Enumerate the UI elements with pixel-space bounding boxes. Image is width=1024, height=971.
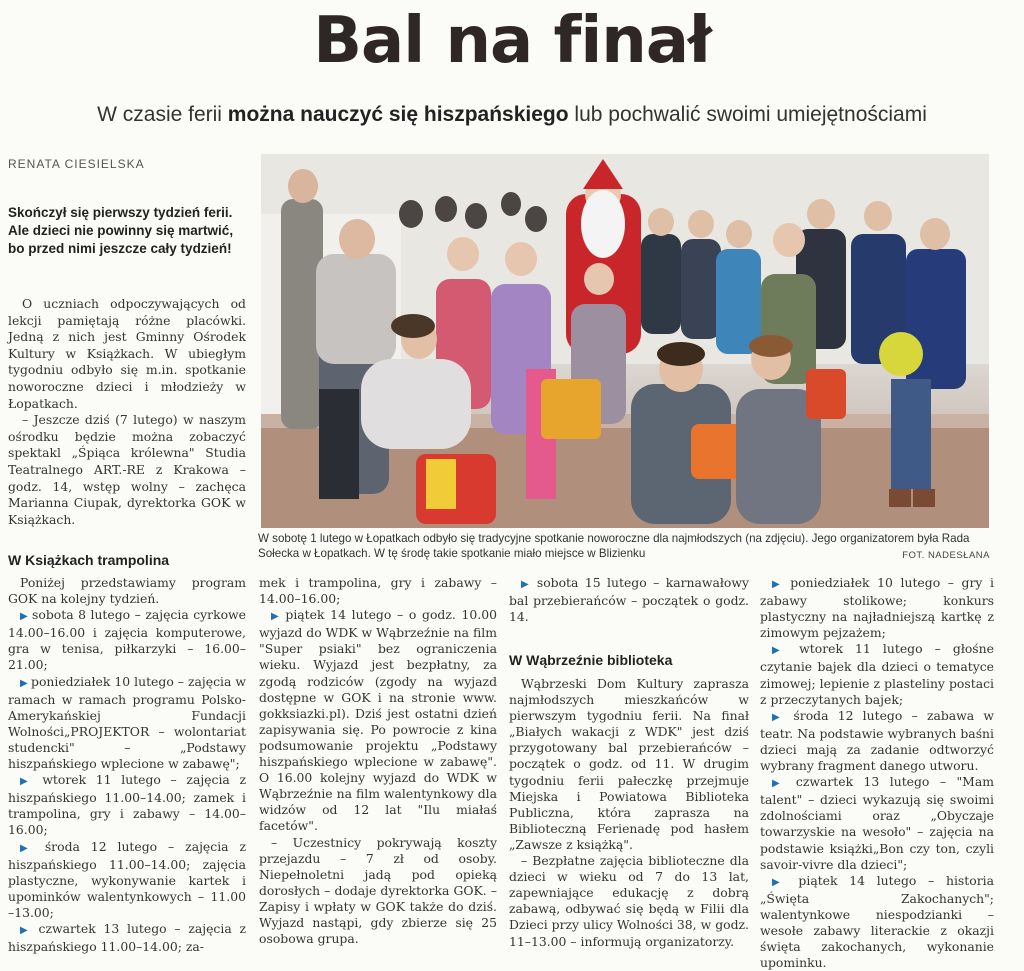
photo-caption	[258, 531, 990, 563]
arrow-icon: ▶	[20, 677, 32, 689]
subhead-post: lub pochwalić swoimi umiejętnościami	[568, 103, 927, 126]
subheadline	[0, 100, 1024, 130]
intro-paragraph: – Jeszcze dziś (7 lutego) w naszym ośrodku będzie można zobaczyć spektakl „Śpiąca królewna" Studia Teatralnego ART.-RE z Krakowa – godz. 14, wstęp wolny – zachęca Marianna Ciupak, dyrektorka GOK w Książkach.	[8, 412, 246, 527]
paragraph: Poniżej przedstawiamy program GOK na kolejny tydzień.	[8, 575, 246, 607]
list-item: ▶ wtorek 11 lutego – głośne czytanie bajek dla dzieci o tematyce zimowej; lepienie z plasteliny postaci z przeczytanych bajek;	[760, 641, 994, 707]
arrow-icon: ▶	[772, 778, 796, 790]
paragraph: mek i trampolina, gry i zabawy – 14.00–16.00;	[259, 575, 497, 607]
paragraph: – Bezpłatne zajęcia biblioteczne dla dzieci w wieku od 7 do 13 lat, zapewniające edukację z dobrą zabawą, odbywać się będą w Filii dla Dzieci przy ulicy Wolności 38, w godz. 11–13.00 – informują organizatorzy.	[509, 853, 749, 949]
intro-text	[8, 296, 246, 528]
list-item: ▶ środa 12 lutego – zabawa w teatr. Na podstawie wybranych baśni dzieci mają za zadanie odtworzyć wybrany fragment danego utworu.	[760, 707, 994, 774]
list-item: ▶ środa 12 lutego – zajęcia z hiszpańskiego 11.00–14.00; zajęcia plastyczne, wykonywanie kartek i upominków walentynkowych – 11.00 –13.00;	[8, 838, 246, 920]
subhead-bold: można nauczyć się hiszpańskiego	[227, 103, 569, 126]
headline: Bal na finał	[313, 4, 711, 78]
list-item: ▶ sobota 8 lutego – zajęcia cyrkowe 14.00–16.00 i zajęcia komputerowe, gra w tenisa, piłkarzyki – 16.00–21.00;	[8, 607, 246, 673]
arrow-icon: ▶	[20, 611, 33, 623]
photo-illustration	[261, 154, 989, 528]
lead-paragraph: Skończył się pierwszy tydzień ferii. Ale dzieci nie powinny się martwić, bo przed nimi jeszcze cały tydzień!	[8, 205, 234, 256]
column-4	[760, 575, 994, 971]
subhead-pre: W czasie ferii	[97, 103, 228, 126]
arrow-icon: ▶	[521, 579, 537, 590]
arrow-icon: ▶	[271, 611, 286, 623]
list-item: ▶ piątek 14 lutego – o godz. 10.00 wyjazd do WDK w Wąbrzeźnie na film "Super psiaki" bez ograniczenia wieku. Wyjazd jest bezpłatny, za zgodą rodziców (zgody na wyjazd dostępne w GOK i na stronie www. gokksiazki.pl). Dziś jest ostatni dzień zapisywania się. Po powrocie z kina podsumowanie projektu „Podstawy hiszpańskiego wplecione w zabawę". O 16.00 kolejny wyjazd do WDK w Wąbrzeźnie na film walentynkowy dla widzów od 12 lat "Ilu miałaś facetów".	[259, 607, 497, 834]
intro-paragraph: O uczniach odpoczywających od lekcji pamiętają różne placówki. Jedną z nich jest Gminny Ośrodek Kultury w Książkach. W ubiegłym tygodniu odbyło się m.in. spotkanie noworoczne dzieci i młodzieży w Łopatkach.	[8, 296, 246, 411]
list-item: ▶ wtorek 11 lutego – zajęcia z hiszpańskiego 11.00–14.00; zamek i trampolina, gry i zabawy – 14.00–16.00;	[8, 772, 246, 838]
column-1	[8, 575, 246, 955]
list-item: ▶ czwartek 13 lutego – zajęcia z hiszpańskiego 11.00–14.00; za-	[8, 920, 246, 955]
paragraph: Wąbrzeski Dom Kultury zaprasza najmłodszych mieszkańców w pierwszym tygodniu ferii. Na finał „Białych wakacji z WDK" jest dziś przygotowany bal przebierańców – początek o godz. od 11. W drugim tygodniu ferii pałeczkę przejmuje Miejska i Powiatowa Biblioteka Publiczna, która zaprasza na Biblioteczną Ferienadę pod hasłem „Zawsze z książką".	[509, 676, 749, 852]
list-item: ▶ sobota 15 lutego – karnawałowy bal przebierańców – początek o godz. 14.	[509, 575, 749, 625]
column-3	[509, 575, 749, 625]
list-item: ▶ czwartek 13 lutego – "Mam talent" – dzieci wykazują się swoimi zdolnościami oraz „Obyczaje towarzyskie na wesoło" – zajęcia na podstawie książki„Bon czy ton, czyli savoir-vivre dla dzieci";	[760, 774, 995, 872]
section-heading-ksiazki: W Książkach trampolina	[8, 552, 170, 568]
arrow-icon: ▶	[20, 842, 45, 854]
arrow-icon: ▶	[772, 645, 800, 657]
list-item: ▶ poniedziałek 10 lutego – zajęcia w ramach w ramach programu Polsko-Amerykańskiej Fundacji Wolności„PROJEKTOR – wolontariat studencki" – „Podstawy hiszpańskiego wplecione w zabawę";	[8, 673, 246, 772]
arrow-icon: ▶	[772, 711, 794, 723]
arrow-icon: ▶	[20, 924, 39, 936]
author-byline: RENATA CIESIELSKA	[8, 157, 145, 171]
arrow-icon: ▶	[772, 876, 799, 888]
section-heading-wabrzezno: W Wąbrzeźnie biblioteka	[509, 652, 673, 668]
paragraph: – Uczestnicy pokrywają koszty przejazdu – 7 zł od osoby. Niepełnoletni jadą pod opieką dorosłych – dodaje dyrektorka GOK. – Zapisy i wpłaty w GOK także do dziś. Wyjazd nastąpi, gdy zbierze się 25 osobowa grupa.	[259, 834, 497, 947]
column-3-body	[509, 676, 749, 950]
arrow-icon: ▶	[20, 776, 43, 788]
list-item: ▶ piątek 14 lutego – historia „Święta Zakochanych"; walentynkowe niespodzianki – wesołe zabawy literackie z okazji święta zakochanych, wykonanie upominku.	[760, 872, 994, 971]
list-item: ▶ poniedziałek 10 lutego – gry i zabawy stolikowe; konkurs plastyczny na najładniejszą kartkę z zimowym pejzażem;	[760, 575, 994, 641]
event-photo	[261, 154, 989, 528]
photo-credit: FOT. NADESŁANA	[902, 550, 990, 561]
caption-text: W sobotę 1 lutego w Łopatkach odbyło się tradycyjne spotkanie noworoczne dla najmłodszych (na zdjęciu). Jego organizatorem była Rada Sołecka w Łopatkach. W tę środę takie spotkanie miało miejsce w Blizienku	[258, 532, 970, 560]
column-2	[259, 575, 497, 947]
arrow-icon: ▶	[772, 579, 791, 590]
